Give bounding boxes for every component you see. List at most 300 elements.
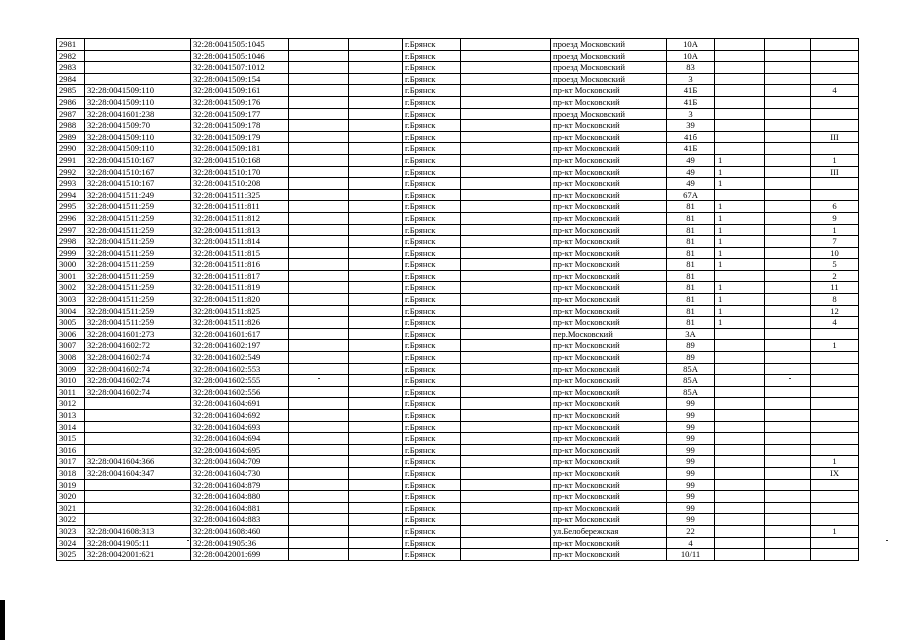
house-number-cell: 41Б: [667, 85, 715, 97]
row-number-cell: 2987: [57, 108, 85, 120]
blank-col-11-cell: [765, 212, 811, 224]
row-number-cell: 2993: [57, 178, 85, 190]
unit-number-cell: [811, 386, 859, 398]
street-cell: пр-кт Московский: [551, 166, 667, 178]
row-number-cell: 3023: [57, 525, 85, 537]
table-row: [57, 525, 859, 537]
building-flag-cell: [715, 410, 765, 422]
house-number-cell: 41Б: [667, 143, 715, 155]
table-row: [57, 108, 859, 120]
blank-col-5-cell: [349, 120, 403, 132]
parent-cadastral-number-cell: 32:28:0042001:621: [85, 549, 191, 561]
building-flag-cell: [715, 328, 765, 340]
blank-col-11-cell: [765, 537, 811, 549]
blank-col-11-cell: [765, 201, 811, 213]
cadastral-number-cell: 32:28:0041505:1045: [191, 39, 289, 51]
parent-cadastral-number-cell: 32:28:0041602:72: [85, 340, 191, 352]
cadastral-number-cell: 32:28:0041602:197: [191, 340, 289, 352]
blank-col-7-cell: [461, 270, 551, 282]
cadastral-number-cell: 32:28:0041511:826: [191, 317, 289, 329]
row-number-cell: 2984: [57, 73, 85, 85]
row-number-cell: 2985: [57, 85, 85, 97]
city-cell: г.Брянск: [403, 236, 461, 248]
blank-col-4-cell: [289, 294, 349, 306]
house-number-cell: 3: [667, 108, 715, 120]
blank-col-4-cell: [289, 502, 349, 514]
street-cell: проезд Московский: [551, 62, 667, 74]
table-row: [57, 421, 859, 433]
cadastral-number-cell: 32:28:0041511:811: [191, 201, 289, 213]
table-row: [57, 363, 859, 375]
cadastral-number-cell: 32:28:0041511:816: [191, 259, 289, 271]
house-number-cell: 85А: [667, 363, 715, 375]
parent-cadastral-number-cell: 32:28:0041511:259: [85, 259, 191, 271]
building-flag-cell: [715, 270, 765, 282]
house-number-cell: 99: [667, 514, 715, 526]
parent-cadastral-number-cell: [85, 491, 191, 503]
cadastral-number-cell: 32:28:0041604:693: [191, 421, 289, 433]
city-cell: г.Брянск: [403, 178, 461, 190]
blank-col-4-cell: [289, 166, 349, 178]
blank-col-5-cell: [349, 467, 403, 479]
street-cell: пр-кт Московский: [551, 85, 667, 97]
parent-cadastral-number-cell: 32:28:0041602:74: [85, 352, 191, 364]
table-row: [57, 317, 859, 329]
street-cell: пр-кт Московский: [551, 96, 667, 108]
scan-margin-mark: [0, 600, 5, 640]
table-row: [57, 73, 859, 85]
row-number-cell: 3011: [57, 386, 85, 398]
unit-number-cell: III: [811, 131, 859, 143]
city-cell: г.Брянск: [403, 352, 461, 364]
building-flag-cell: 1: [715, 236, 765, 248]
building-flag-cell: [715, 398, 765, 410]
unit-number-cell: [811, 178, 859, 190]
blank-col-4-cell: [289, 108, 349, 120]
unit-number-cell: [811, 549, 859, 561]
blank-col-11-cell: [765, 421, 811, 433]
blank-col-4-cell: [289, 375, 349, 387]
parent-cadastral-number-cell: [85, 514, 191, 526]
row-number-cell: 3005: [57, 317, 85, 329]
blank-col-5-cell: [349, 317, 403, 329]
row-number-cell: 3018: [57, 467, 85, 479]
table-row: [57, 410, 859, 422]
parent-cadastral-number-cell: 32:28:0041509:110: [85, 85, 191, 97]
street-cell: проезд Московский: [551, 50, 667, 62]
house-number-cell: 10А: [667, 50, 715, 62]
parent-cadastral-number-cell: 32:28:0041511:259: [85, 305, 191, 317]
house-number-cell: 49: [667, 154, 715, 166]
parent-cadastral-number-cell: 32:28:0041905:11: [85, 537, 191, 549]
table-row: [57, 375, 859, 387]
house-number-cell: 81: [667, 247, 715, 259]
row-number-cell: 2988: [57, 120, 85, 132]
blank-col-4-cell: [289, 352, 349, 364]
building-flag-cell: [715, 340, 765, 352]
house-number-cell: 81: [667, 224, 715, 236]
building-flag-cell: [715, 514, 765, 526]
unit-number-cell: [811, 410, 859, 422]
house-number-cell: 99: [667, 421, 715, 433]
blank-col-11-cell: [765, 502, 811, 514]
blank-col-7-cell: [461, 178, 551, 190]
blank-col-7-cell: [461, 120, 551, 132]
unit-number-cell: 1: [811, 154, 859, 166]
building-flag-cell: [715, 39, 765, 51]
street-cell: пр-кт Московский: [551, 363, 667, 375]
street-cell: пр-кт Московский: [551, 398, 667, 410]
house-number-cell: 49: [667, 166, 715, 178]
row-number-cell: 3014: [57, 421, 85, 433]
scan-speck: [886, 540, 888, 541]
street-cell: пр-кт Московский: [551, 467, 667, 479]
parent-cadastral-number-cell: [85, 398, 191, 410]
blank-col-7-cell: [461, 73, 551, 85]
city-cell: г.Брянск: [403, 444, 461, 456]
cadastral-number-cell: 32:28:0041511:814: [191, 236, 289, 248]
street-cell: пр-кт Московский: [551, 270, 667, 282]
parent-cadastral-number-cell: 32:28:0041602:74: [85, 386, 191, 398]
house-number-cell: 41б: [667, 131, 715, 143]
blank-col-11-cell: [765, 363, 811, 375]
blank-col-4-cell: [289, 96, 349, 108]
blank-col-7-cell: [461, 398, 551, 410]
parent-cadastral-number-cell: 32:28:0041510:167: [85, 154, 191, 166]
blank-col-11-cell: [765, 549, 811, 561]
street-cell: пр-кт Московский: [551, 154, 667, 166]
street-cell: ул.Белобережская: [551, 525, 667, 537]
blank-col-5-cell: [349, 73, 403, 85]
blank-col-7-cell: [461, 456, 551, 468]
unit-number-cell: [811, 479, 859, 491]
row-number-cell: 2986: [57, 96, 85, 108]
unit-number-cell: [811, 73, 859, 85]
blank-col-11-cell: [765, 154, 811, 166]
cadastral-number-cell: 32:28:0041601:617: [191, 328, 289, 340]
unit-number-cell: 7: [811, 236, 859, 248]
blank-col-7-cell: [461, 39, 551, 51]
blank-col-7-cell: [461, 189, 551, 201]
blank-col-4-cell: [289, 456, 349, 468]
blank-col-5-cell: [349, 85, 403, 97]
table-row: [57, 120, 859, 132]
building-flag-cell: 1: [715, 259, 765, 271]
table-row: [57, 166, 859, 178]
building-flag-cell: 1: [715, 212, 765, 224]
blank-col-4-cell: [289, 270, 349, 282]
building-flag-cell: [715, 467, 765, 479]
table-row: [57, 328, 859, 340]
unit-number-cell: 8: [811, 294, 859, 306]
house-number-cell: 81: [667, 294, 715, 306]
blank-col-7-cell: [461, 410, 551, 422]
unit-number-cell: [811, 375, 859, 387]
cadastral-number-cell: 32:28:0041905:36: [191, 537, 289, 549]
row-number-cell: 2997: [57, 224, 85, 236]
table-row: [57, 62, 859, 74]
blank-col-7-cell: [461, 525, 551, 537]
blank-col-5-cell: [349, 433, 403, 445]
building-flag-cell: [715, 62, 765, 74]
city-cell: г.Брянск: [403, 491, 461, 503]
city-cell: г.Брянск: [403, 328, 461, 340]
cadastral-number-cell: 32:28:0041511:819: [191, 282, 289, 294]
table-row: [57, 537, 859, 549]
blank-col-4-cell: [289, 317, 349, 329]
parent-cadastral-number-cell: 32:28:0041511:259: [85, 317, 191, 329]
unit-number-cell: 1: [811, 525, 859, 537]
scan-speck: [789, 378, 791, 379]
blank-col-7-cell: [461, 352, 551, 364]
parent-cadastral-number-cell: [85, 502, 191, 514]
building-flag-cell: 1: [715, 294, 765, 306]
house-number-cell: 99: [667, 467, 715, 479]
table-row: [57, 340, 859, 352]
house-number-cell: 85А: [667, 375, 715, 387]
blank-col-7-cell: [461, 433, 551, 445]
cadastral-number-cell: 32:28:0041510:170: [191, 166, 289, 178]
blank-col-11-cell: [765, 444, 811, 456]
cadastral-number-cell: 32:28:0041509:179: [191, 131, 289, 143]
unit-number-cell: 1: [811, 456, 859, 468]
cadastral-number-cell: 32:28:0041604:694: [191, 433, 289, 445]
row-number-cell: 3025: [57, 549, 85, 561]
blank-col-5-cell: [349, 178, 403, 190]
blank-col-4-cell: [289, 305, 349, 317]
building-flag-cell: [715, 120, 765, 132]
unit-number-cell: 4: [811, 317, 859, 329]
parent-cadastral-number-cell: 32:28:0041602:74: [85, 375, 191, 387]
building-flag-cell: 1: [715, 166, 765, 178]
blank-col-7-cell: [461, 108, 551, 120]
house-number-cell: 4: [667, 537, 715, 549]
blank-col-7-cell: [461, 421, 551, 433]
parent-cadastral-number-cell: 32:28:0041511:249: [85, 189, 191, 201]
blank-col-7-cell: [461, 294, 551, 306]
blank-col-7-cell: [461, 491, 551, 503]
blank-col-5-cell: [349, 166, 403, 178]
blank-col-5-cell: [349, 502, 403, 514]
blank-col-11-cell: [765, 514, 811, 526]
cadastral-number-cell: 32:28:0041602:555: [191, 375, 289, 387]
street-cell: проезд Московский: [551, 108, 667, 120]
parent-cadastral-number-cell: [85, 50, 191, 62]
row-number-cell: 2994: [57, 189, 85, 201]
cadastral-number-cell: 32:28:0041509:154: [191, 73, 289, 85]
cadastral-number-cell: 32:28:0041511:813: [191, 224, 289, 236]
blank-col-7-cell: [461, 282, 551, 294]
parent-cadastral-number-cell: 32:28:0041511:259: [85, 270, 191, 282]
row-number-cell: 3015: [57, 433, 85, 445]
parent-cadastral-number-cell: 32:28:0041509:110: [85, 96, 191, 108]
cadastral-number-cell: 32:28:0041602:556: [191, 386, 289, 398]
blank-col-11-cell: [765, 270, 811, 282]
blank-col-4-cell: [289, 433, 349, 445]
city-cell: г.Брянск: [403, 189, 461, 201]
row-number-cell: 3006: [57, 328, 85, 340]
street-cell: пр-кт Московский: [551, 143, 667, 155]
house-number-cell: 67А: [667, 189, 715, 201]
table-row: [57, 514, 859, 526]
table-row: [57, 96, 859, 108]
street-cell: пр-кт Московский: [551, 317, 667, 329]
table-row: [57, 456, 859, 468]
table-row: [57, 178, 859, 190]
table-row: [57, 224, 859, 236]
parent-cadastral-number-cell: [85, 433, 191, 445]
row-number-cell: 3024: [57, 537, 85, 549]
city-cell: г.Брянск: [403, 549, 461, 561]
row-number-cell: 3000: [57, 259, 85, 271]
unit-number-cell: [811, 363, 859, 375]
street-cell: пр-кт Московский: [551, 502, 667, 514]
street-cell: пр-кт Московский: [551, 282, 667, 294]
parent-cadastral-number-cell: 32:28:0041510:167: [85, 178, 191, 190]
unit-number-cell: 12: [811, 305, 859, 317]
house-number-cell: 99: [667, 433, 715, 445]
blank-col-5-cell: [349, 50, 403, 62]
blank-col-5-cell: [349, 247, 403, 259]
blank-col-5-cell: [349, 39, 403, 51]
unit-number-cell: 10: [811, 247, 859, 259]
row-number-cell: 3007: [57, 340, 85, 352]
row-number-cell: 3022: [57, 514, 85, 526]
parent-cadastral-number-cell: [85, 62, 191, 74]
blank-col-11-cell: [765, 236, 811, 248]
blank-col-7-cell: [461, 247, 551, 259]
blank-col-4-cell: [289, 410, 349, 422]
building-flag-cell: [715, 363, 765, 375]
blank-col-7-cell: [461, 212, 551, 224]
parent-cadastral-number-cell: 32:28:0041511:259: [85, 224, 191, 236]
parent-cadastral-number-cell: 32:28:0041509:110: [85, 131, 191, 143]
table-row: [57, 444, 859, 456]
unit-number-cell: [811, 444, 859, 456]
building-flag-cell: [715, 502, 765, 514]
table-row: [57, 154, 859, 166]
unit-number-cell: [811, 421, 859, 433]
street-cell: пр-кт Московский: [551, 189, 667, 201]
city-cell: г.Брянск: [403, 143, 461, 155]
blank-col-11-cell: [765, 456, 811, 468]
city-cell: г.Брянск: [403, 50, 461, 62]
registry-table: [56, 38, 859, 561]
parent-cadastral-number-cell: 32:28:0041604:366: [85, 456, 191, 468]
blank-col-4-cell: [289, 549, 349, 561]
row-number-cell: 2996: [57, 212, 85, 224]
city-cell: г.Брянск: [403, 96, 461, 108]
building-flag-cell: 1: [715, 201, 765, 213]
city-cell: г.Брянск: [403, 166, 461, 178]
cadastral-number-cell: 32:28:0041509:176: [191, 96, 289, 108]
building-flag-cell: [715, 375, 765, 387]
blank-col-7-cell: [461, 305, 551, 317]
parent-cadastral-number-cell: 32:28:0041510:167: [85, 166, 191, 178]
blank-col-7-cell: [461, 143, 551, 155]
blank-col-4-cell: [289, 491, 349, 503]
table-row: [57, 549, 859, 561]
house-number-cell: 22: [667, 525, 715, 537]
building-flag-cell: [715, 421, 765, 433]
row-number-cell: 3004: [57, 305, 85, 317]
street-cell: пр-кт Московский: [551, 305, 667, 317]
unit-number-cell: [811, 398, 859, 410]
blank-col-5-cell: [349, 294, 403, 306]
table-row: [57, 491, 859, 503]
street-cell: пр-кт Московский: [551, 421, 667, 433]
city-cell: г.Брянск: [403, 421, 461, 433]
table-row: [57, 433, 859, 445]
street-cell: пр-кт Московский: [551, 549, 667, 561]
blank-col-4-cell: [289, 514, 349, 526]
unit-number-cell: 5: [811, 259, 859, 271]
parent-cadastral-number-cell: 32:28:0041602:74: [85, 363, 191, 375]
house-number-cell: 99: [667, 502, 715, 514]
street-cell: пр-кт Московский: [551, 236, 667, 248]
blank-col-7-cell: [461, 317, 551, 329]
blank-col-11-cell: [765, 340, 811, 352]
street-cell: проезд Московский: [551, 73, 667, 85]
blank-col-4-cell: [289, 143, 349, 155]
blank-col-4-cell: [289, 386, 349, 398]
cadastral-number-cell: 32:28:0041509:161: [191, 85, 289, 97]
blank-col-4-cell: [289, 73, 349, 85]
building-flag-cell: 1: [715, 305, 765, 317]
unit-number-cell: [811, 39, 859, 51]
blank-col-5-cell: [349, 131, 403, 143]
blank-col-4-cell: [289, 467, 349, 479]
blank-col-7-cell: [461, 514, 551, 526]
blank-col-11-cell: [765, 73, 811, 85]
scan-speck: [318, 378, 320, 379]
unit-number-cell: 2: [811, 270, 859, 282]
blank-col-7-cell: [461, 154, 551, 166]
blank-col-11-cell: [765, 410, 811, 422]
blank-col-5-cell: [349, 444, 403, 456]
cadastral-number-cell: 32:28:0041511:825: [191, 305, 289, 317]
city-cell: г.Брянск: [403, 247, 461, 259]
table-row: [57, 398, 859, 410]
blank-col-4-cell: [289, 120, 349, 132]
parent-cadastral-number-cell: 32:28:0041509:110: [85, 143, 191, 155]
city-cell: г.Брянск: [403, 154, 461, 166]
row-number-cell: 3021: [57, 502, 85, 514]
blank-col-11-cell: [765, 120, 811, 132]
blank-col-5-cell: [349, 340, 403, 352]
street-cell: пр-кт Московский: [551, 410, 667, 422]
blank-col-11-cell: [765, 375, 811, 387]
parent-cadastral-number-cell: 32:28:0041604:347: [85, 467, 191, 479]
building-flag-cell: 1: [715, 247, 765, 259]
blank-col-4-cell: [289, 259, 349, 271]
unit-number-cell: [811, 189, 859, 201]
cadastral-number-cell: 32:28:0041608:460: [191, 525, 289, 537]
row-number-cell: 2982: [57, 50, 85, 62]
blank-col-5-cell: [349, 525, 403, 537]
parent-cadastral-number-cell: 32:28:0041608:313: [85, 525, 191, 537]
house-number-cell: 99: [667, 491, 715, 503]
blank-col-7-cell: [461, 201, 551, 213]
blank-col-11-cell: [765, 491, 811, 503]
street-cell: пр-кт Московский: [551, 259, 667, 271]
unit-number-cell: IX: [811, 467, 859, 479]
street-cell: пр-кт Московский: [551, 537, 667, 549]
blank-col-11-cell: [765, 467, 811, 479]
parent-cadastral-number-cell: [85, 421, 191, 433]
blank-col-11-cell: [765, 189, 811, 201]
city-cell: г.Брянск: [403, 502, 461, 514]
